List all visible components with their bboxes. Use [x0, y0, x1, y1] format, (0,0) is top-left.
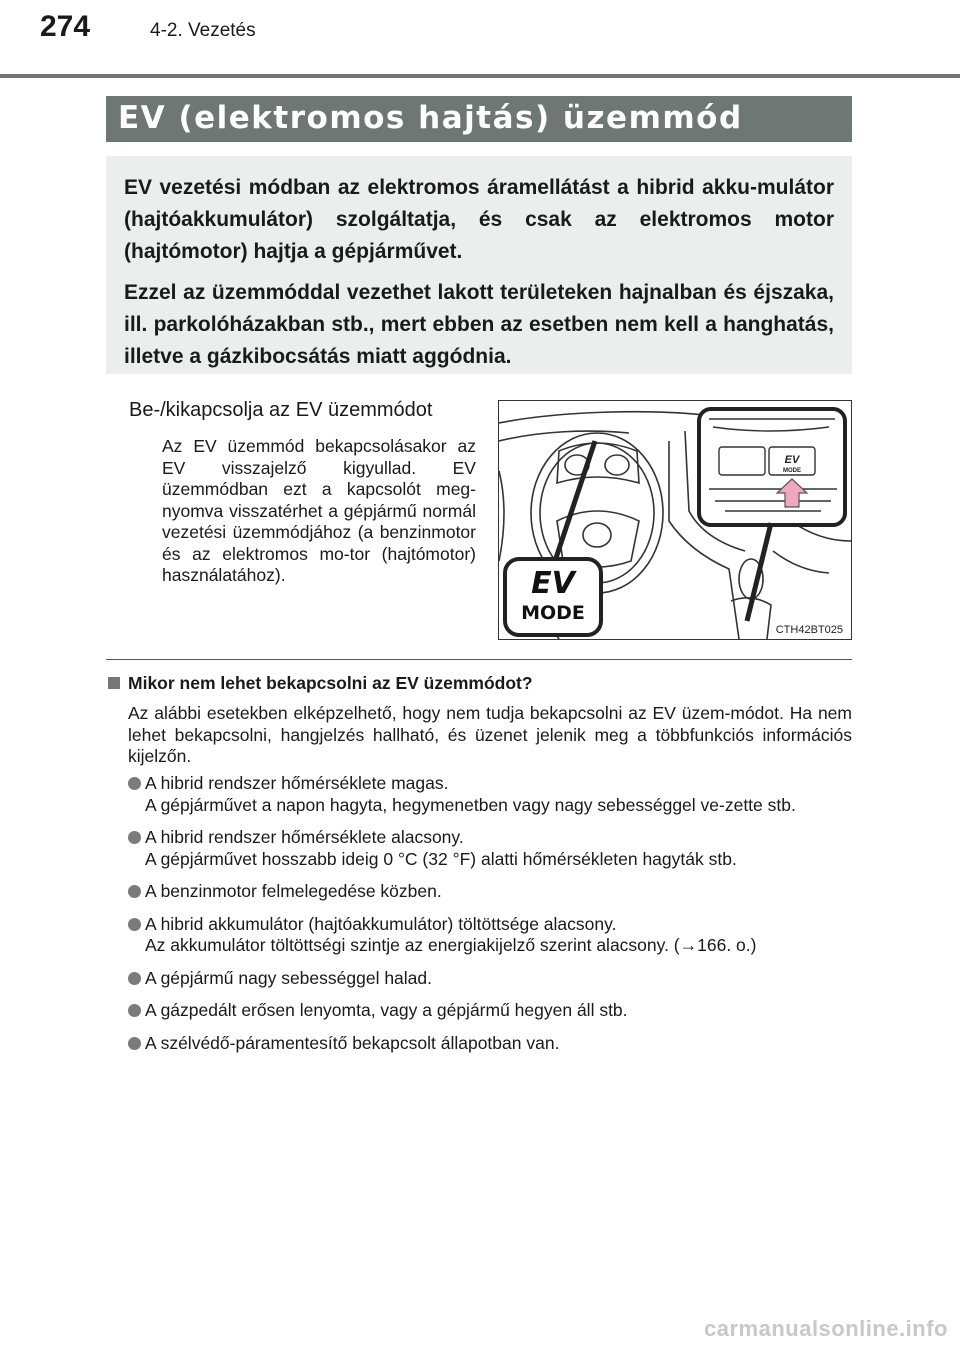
square-bullet-icon — [108, 677, 120, 689]
watermark-footer[interactable]: carmanualsonline.info — [704, 1316, 948, 1341]
section-rule — [106, 659, 852, 660]
faq-intro: Az alábbi esetekben elképzelhető, hogy nem tudja bekapcsolni az EV üzem-módot. Ha nem lehet bekapcsolni, hangjelzés hallható, és üzenet jelenik meg a többfunkciós információs kijelzőn. — [128, 703, 852, 766]
large-ev-label: EV — [531, 566, 575, 601]
condition-list — [128, 773, 852, 1065]
small-ev-label: EV — [784, 454, 800, 466]
dashboard-outline — [499, 412, 704, 423]
list-item — [128, 773, 852, 816]
list-item — [128, 1000, 852, 1022]
item-title: A hibrid akkumulátor (hajtóakkumulátor) töltöttsége alacsony. — [145, 913, 617, 934]
item-title: A hibrid rendszer hőmérséklete alacsony. — [145, 827, 464, 847]
item-detail: A gépjárművet hosszabb ideig 0 °C (32 °F) alatti hőmérsékleten hagyták stb. — [145, 848, 737, 869]
item-title: A benzinmotor felmelegedése közben. — [145, 881, 442, 901]
page-number: 274 — [40, 10, 91, 43]
dashboard-drawing — [499, 401, 851, 639]
item-detail: A gépjárművet a napon hagyta, hegymenetben vagy nagy sebességgel ve-zette stb. — [145, 794, 796, 815]
bullet-icon — [128, 831, 141, 844]
action-description: Az EV üzemmód bekapcsolásakor az EV visszajelző kigyullad. EV üzemmódban ezt a kapcsolót meg-nyomva visszatérhet a gépjármű normál vezetési üzemmódjához (a benzinmotor és az elektromos mo-tor (hajtómotor) használatához). — [162, 436, 476, 585]
bullet-icon — [128, 885, 141, 898]
faq-heading — [108, 673, 533, 694]
action-label: Be-/kikapcsolja az EV üzemmódot — [129, 399, 433, 421]
intro-paragraph: EV vezetési módban az elektromos áramellátást a hibrid akku-mulátor (hajtóakkumulátor) szolgáltatja, és csak az elektromos motor (hajtómotor) hajtja a gépjárművet. — [124, 176, 834, 263]
small-mode-label: MODE — [783, 468, 801, 474]
list-item — [128, 1033, 852, 1055]
bullet-icon — [128, 918, 141, 931]
item-title: A hibrid rendszer hőmérséklete magas. — [145, 773, 449, 793]
callout-pointer — [747, 523, 771, 621]
title-bar — [106, 96, 852, 142]
list-item — [128, 914, 852, 957]
list-item — [128, 968, 852, 990]
switch-zoom-panel — [699, 409, 845, 525]
item-detail: Az akkumulátor töltöttségi szintje az energiakijelző szerint alacsony. (→166. o.) — [145, 935, 757, 955]
header-rule — [0, 74, 960, 78]
bullet-icon — [128, 1037, 141, 1050]
item-title: A szélvédő-páramentesítő bekapcsolt állapotban van. — [145, 1032, 560, 1053]
section-reference: 4-2. Vezetés — [150, 20, 256, 41]
bullet-icon — [128, 777, 141, 790]
bullet-icon — [128, 972, 141, 985]
large-mode-label: MODE — [521, 602, 585, 624]
page-title: EV (elektromos hajtás) üzemmód — [118, 100, 743, 136]
intro-paragraph: Ezzel az üzemmóddal vezethet lakott területeken hajnalban és éjszaka, ill. parkolóházakban stb., mert ebben az esetben nem kell a hanghatás, illetve a gázkibocsátás miatt aggódnia. — [124, 281, 834, 368]
ev-mode-illustration — [498, 400, 852, 640]
intro-box — [106, 156, 852, 374]
bullet-icon — [128, 1004, 141, 1017]
faq-heading-text: Mikor nem lehet bekapcsolni az EV üzemmódot? — [128, 673, 533, 693]
item-title: A gázpedált erősen lenyomta, vagy a gépjármű hegyen áll stb. — [145, 1000, 628, 1020]
list-item — [128, 827, 852, 870]
list-item — [128, 881, 852, 903]
item-title: A gépjármű nagy sebességgel halad. — [145, 967, 433, 988]
figure-code: CTH42BT025 — [775, 624, 843, 636]
